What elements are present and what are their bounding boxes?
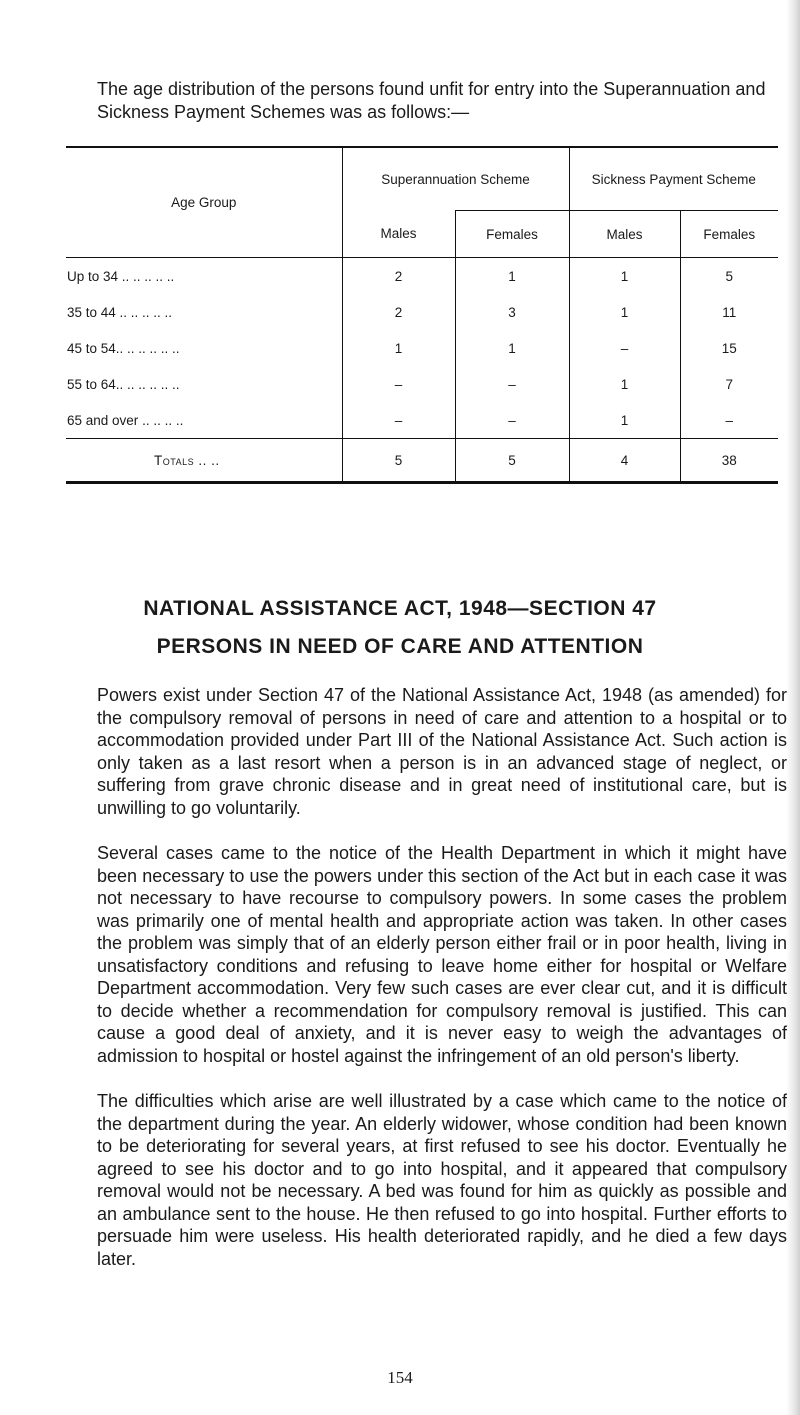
sup-females-cell: 1: [455, 258, 569, 295]
sick-males-total: 4: [569, 439, 680, 483]
sup-males-cell: 1: [342, 330, 455, 366]
sup-males-cell: 2: [342, 258, 455, 295]
age-label: 55 to 64.. .. .. .. .. ..: [67, 376, 180, 392]
paragraph: Powers exist under Section 47 of the National Assistance Act, 1948 (as amended) for the compulsory removal of persons in need of care and attention to a hospital or to accommodation provided under Part III of the National Assistance Act. Such action is only taken as a last resort when a person is in an advanced stage of neglect, or suffering from grave chronic disease and in great need of institutional care, but is unwilling to go voluntarily.: [97, 685, 787, 818]
sickness-header: Sickness Payment Scheme: [569, 147, 778, 211]
sup-females-cell: –: [455, 402, 569, 439]
sick-males-cell: 1: [569, 258, 680, 295]
sick-females-header: Females: [680, 211, 778, 258]
leader-dots: .. .. .. .. .. ..: [115, 340, 180, 356]
age-distribution-table: [66, 146, 778, 484]
paragraph: Several cases came to the notice of the Health Department in which it might have been necessary to use the powers under this section of the Act but in each case it was not necessary to have recourse to compulsory powers. In some cases the problem was primarily one of mental health and appropriate action was taken. In other cases the problem was simply that of an elderly person either frail or in poor health, living in unsatisfactory conditions and refusing to leave home either for hospital or Welfare Department accommodation. Very few such cases are ever clear cut, and it is difficult to decide whether a recommendation for compulsory removal is justified. This can cause a good deal of anxiety, and it is never easy to weigh the advantages of admission to hospital or hostel against the infringement of an old person's liberty.: [97, 843, 787, 1066]
sup-males-cell: 2: [342, 294, 455, 330]
sup-females-cell: 1: [455, 330, 569, 366]
totals-label: Totals .. ..: [66, 439, 342, 483]
sick-females-cell: 7: [680, 366, 778, 402]
sup-females-header: Females: [455, 211, 569, 258]
sick-females-cell: 5: [680, 258, 778, 295]
sup-females-cell: –: [455, 366, 569, 402]
page-edge-shadow: [786, 0, 800, 1415]
body-text: [97, 684, 787, 1293]
sick-females-cell: 11: [680, 294, 778, 330]
leader-dots: .. .. .. .. ..: [118, 268, 175, 284]
leader-dots: .. .. .. .. .. ..: [115, 376, 180, 392]
sick-females-total: 38: [680, 439, 778, 483]
sup-males-cell: –: [342, 402, 455, 439]
intro-paragraph: [97, 78, 777, 124]
sup-males-cell: –: [342, 366, 455, 402]
paragraph: The difficulties which arise are well illustrated by a case which came to the notice of the department during the year. An elderly widower, whose condition had been known to be deteriorating for several years, at first refused to see his doctor. Eventually he agreed to see his doctor and to go into hospital, and it appeared that compulsory removal would not be necessary. A bed was found for him as quickly as possible and an ambulance sent to the house. He then refused to go into hospital. Further efforts to persuade him were useless. His health deteriorated rapidly, and he died a few days later.: [97, 1091, 787, 1269]
age-group-header: Age Group: [66, 147, 342, 258]
sick-males-cell: –: [569, 330, 680, 366]
sick-males-cell: 1: [569, 366, 680, 402]
leader-dots: .. .. .. ..: [138, 412, 184, 428]
section-subheading: PERSONS IN NEED OF CARE AND ATTENTION: [156, 635, 644, 658]
age-label: 35 to 44 .. .. .. .. ..: [67, 304, 173, 320]
sick-males-cell: 1: [569, 402, 680, 439]
age-label: 65 and over .. .. .. ..: [67, 412, 184, 428]
sup-females-cell: 3: [455, 294, 569, 330]
leader-dots: .. .. .. .. ..: [115, 304, 173, 320]
sick-males-cell: 1: [569, 294, 680, 330]
sup-females-total: 5: [455, 439, 569, 483]
sup-males-header: Males: [342, 211, 455, 258]
table-row: [66, 258, 778, 295]
sup-males-total: 5: [342, 439, 455, 483]
sick-females-cell: 15: [680, 330, 778, 366]
totals-row: [66, 439, 778, 483]
sick-females-cell: –: [680, 402, 778, 439]
superannuation-header: Superannuation Scheme: [342, 147, 569, 211]
table-row: [66, 402, 778, 439]
table-row: [66, 366, 778, 402]
sick-males-header: Males: [569, 211, 680, 258]
age-label: Up to 34 .. .. .. .. ..: [67, 268, 175, 284]
page-number: 154: [387, 1368, 413, 1387]
table-header-row-1: [66, 147, 778, 211]
section-heading: NATIONAL ASSISTANCE ACT, 1948—SECTION 47: [143, 597, 657, 620]
age-label: 45 to 54.. .. .. .. .. ..: [67, 340, 180, 356]
table-row: [66, 330, 778, 366]
table-row: [66, 294, 778, 330]
intro-text: The age distribution of the persons found unfit for entry into the Superannuation and Sickness Payment Schemes was as follows:—: [97, 79, 766, 122]
